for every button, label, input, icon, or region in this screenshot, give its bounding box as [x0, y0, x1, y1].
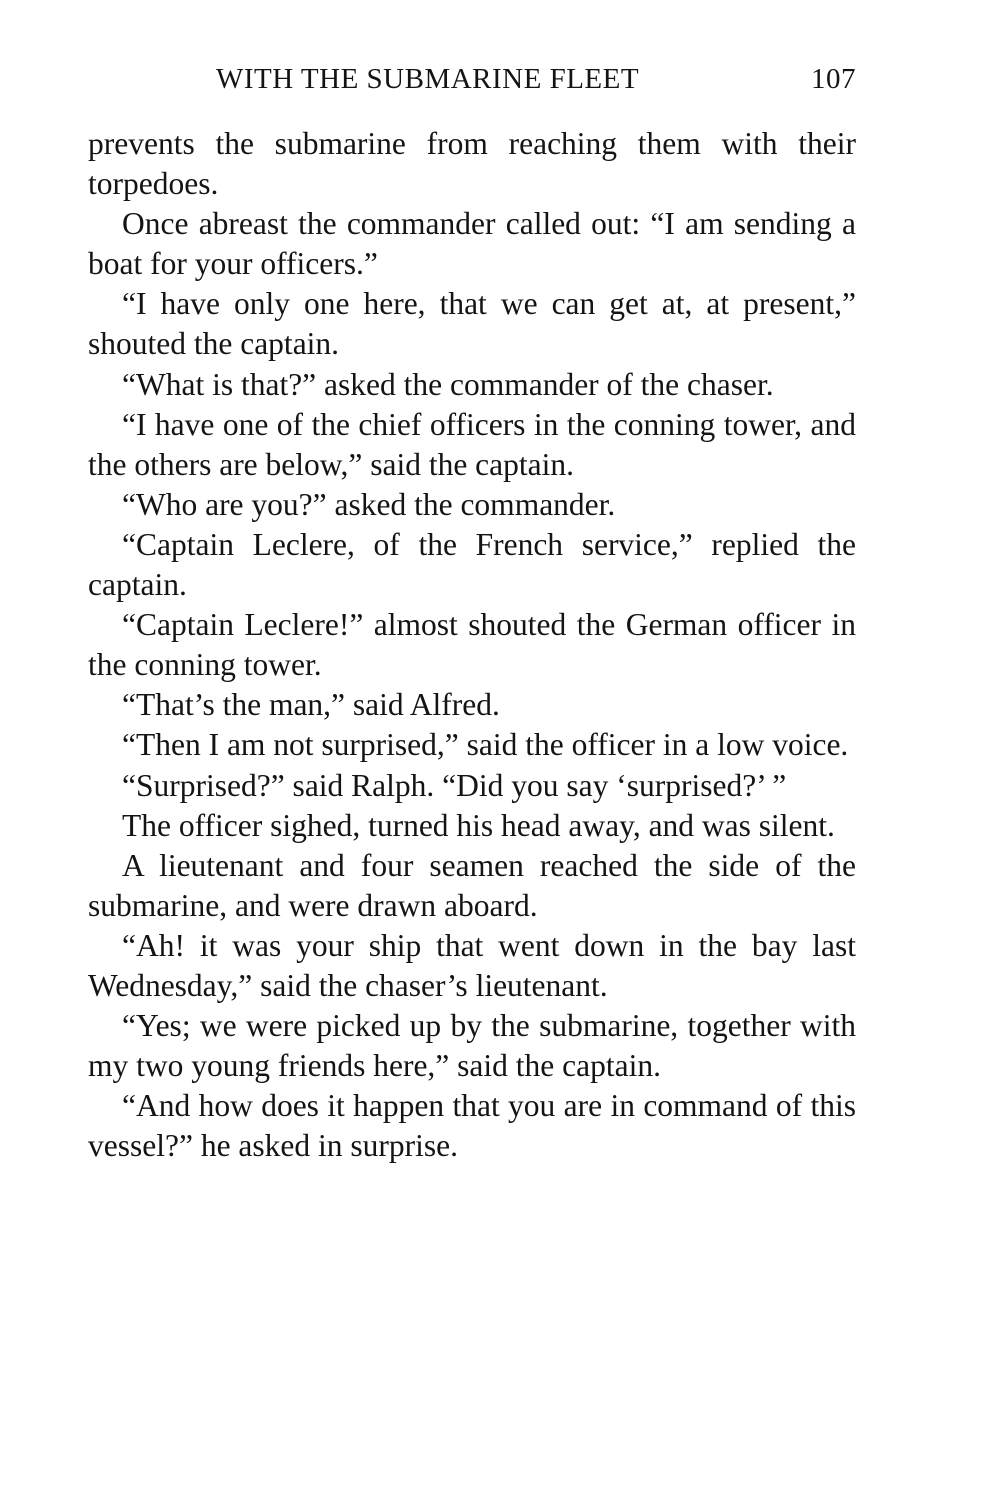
running-head [88, 56, 856, 102]
paragraph-1: prevents the submarine from reaching them with their torpedoes. [88, 126, 856, 202]
paragraph-4: “What is that?” asked the commander of the chaser. [122, 366, 774, 402]
paragraph-16: “And how does it happen that you are in command of this vessel?” he asked in surprise. [88, 1088, 856, 1164]
running-title: WITH THE SUBMARINE FLEET [216, 63, 640, 95]
book-page [88, 56, 856, 1166]
paragraph-9: “That’s the man,” said Alfred. [122, 687, 500, 723]
paragraph-2: Once abreast the commander called out: “I am sending a boat for your officers.” [88, 206, 856, 282]
paragraph-13: A lieutenant and four seamen reached the side of the submarine, and were drawn aboard. [88, 847, 856, 923]
paragraph-11: “Surprised?” said Ralph. “Did you say ‘surprised?’ ” [122, 767, 787, 803]
page-number: 107 [811, 63, 856, 95]
paragraph-15: “Yes; we were picked up by the submarine, together with my two young friends here,” said the captain. [88, 1008, 856, 1084]
paragraph-5: “I have one of the chief officers in the conning tower, and the others are below,” said the captain. [88, 406, 856, 482]
body-text [88, 124, 856, 1166]
paragraph-14: “Ah! it was your ship that went down in the bay last Wednesday,” said the chaser’s lieutenant. [88, 927, 856, 1003]
paragraph-10: “Then I am not surprised,” said the officer in a low voice. [122, 727, 849, 763]
paragraph-12: The officer sighed, turned his head away, and was silent. [122, 807, 835, 843]
paragraph-8: “Captain Leclere!” almost shouted the German officer in the conning tower. [88, 607, 856, 683]
paragraph-3: “I have only one here, that we can get at, at present,” shouted the captain. [88, 286, 856, 362]
paragraph-7: “Captain Leclere, of the French service,” replied the captain. [88, 526, 856, 603]
paragraph-6: “Who are you?” asked the commander. [122, 486, 616, 522]
